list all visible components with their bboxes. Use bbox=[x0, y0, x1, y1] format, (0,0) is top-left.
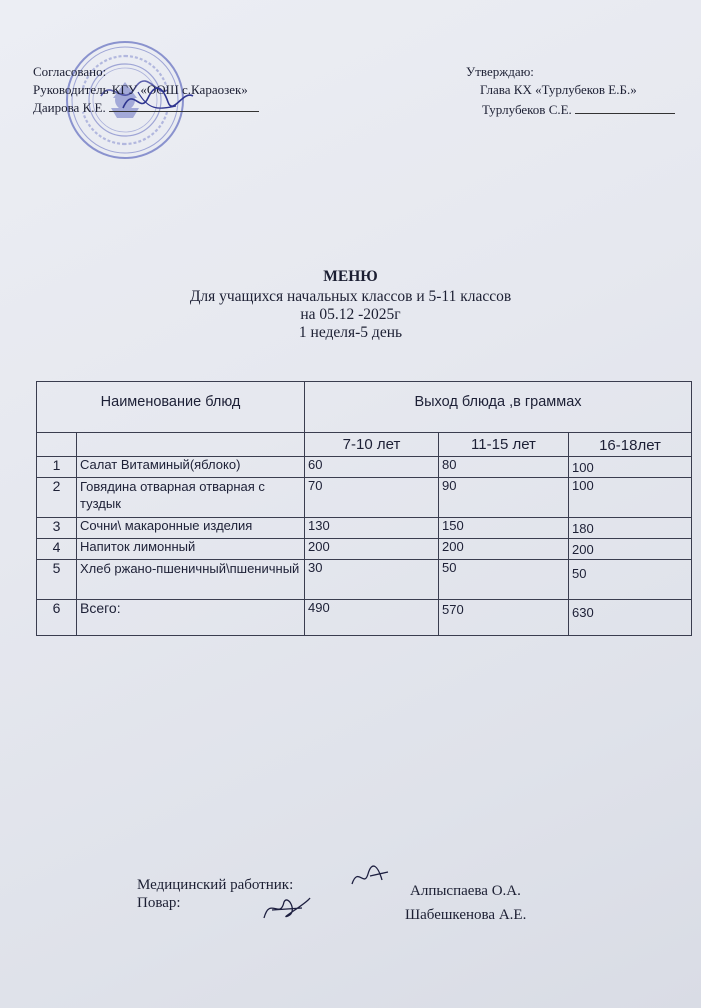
dish-name: Говядина отварная отварная с туздык bbox=[77, 478, 305, 518]
row-number: 2 bbox=[37, 478, 77, 518]
value-7-10: 130 bbox=[305, 518, 439, 539]
dish-name: Хлеб ржано-пшеничный\пшеничный bbox=[77, 560, 305, 600]
row-number: 5 bbox=[37, 560, 77, 600]
table-age-row bbox=[37, 433, 692, 457]
approval-right-signature-line bbox=[575, 113, 675, 114]
approval-right-line3 bbox=[482, 102, 675, 118]
dish-name: Всего: bbox=[77, 600, 305, 636]
value-11-15: 150 bbox=[439, 518, 569, 539]
value-7-10: 70 bbox=[305, 478, 439, 518]
dish-name: Салат Витаминый(яблоко) bbox=[77, 457, 305, 478]
menu-title: МЕНЮ bbox=[323, 268, 378, 285]
approval-right-name: Турлубеков С.Е. bbox=[482, 102, 572, 117]
menu-table bbox=[36, 381, 692, 636]
value-16-18: 630 bbox=[569, 600, 692, 636]
value-11-15: 570 bbox=[439, 600, 569, 636]
value-16-18: 200 bbox=[569, 539, 692, 560]
row-number: 4 bbox=[37, 539, 77, 560]
value-7-10: 30 bbox=[305, 560, 439, 600]
row-number: 6 bbox=[37, 600, 77, 636]
row-number: 3 bbox=[37, 518, 77, 539]
table-row bbox=[37, 539, 692, 560]
value-7-10: 60 bbox=[305, 457, 439, 478]
cook-label: Повар: bbox=[137, 895, 181, 911]
value-16-18: 100 bbox=[569, 478, 692, 518]
menu-week-day: 1 неделя-5 день bbox=[298, 324, 403, 341]
menu-subtitle: Для учащихся начальных классов и 5-11 классов bbox=[189, 288, 512, 305]
value-11-15: 90 bbox=[439, 478, 569, 518]
value-7-10: 200 bbox=[305, 539, 439, 560]
value-16-18: 180 bbox=[569, 518, 692, 539]
table-row bbox=[37, 457, 692, 478]
value-11-15: 50 bbox=[439, 560, 569, 600]
approval-left-name: Даирова К.Е. bbox=[33, 100, 106, 115]
age-col-3: 16-18лет bbox=[569, 433, 692, 457]
approval-left-line2: Руководитель КГУ «ООШ с.Караозек» bbox=[33, 82, 248, 97]
approval-left-line1: Согласовано: bbox=[33, 64, 107, 79]
value-16-18: 50 bbox=[569, 560, 692, 600]
value-11-15: 200 bbox=[439, 539, 569, 560]
table-header-row bbox=[37, 382, 692, 433]
value-11-15: 80 bbox=[439, 457, 569, 478]
table-row bbox=[37, 478, 692, 518]
header-dish-name: Наименование блюд bbox=[37, 382, 305, 433]
age-row-empty-2 bbox=[77, 433, 305, 457]
table-row bbox=[37, 560, 692, 600]
row-number: 1 bbox=[37, 457, 77, 478]
age-row-empty-1 bbox=[37, 433, 77, 457]
dish-name: Напиток лимонный bbox=[77, 539, 305, 560]
value-7-10: 490 bbox=[305, 600, 439, 636]
signature-cook bbox=[258, 890, 314, 926]
dish-name: Сочни\ макаронные изделия bbox=[77, 518, 305, 539]
signature-left bbox=[118, 80, 198, 120]
medic-name: Алпыспаева О.А. bbox=[410, 883, 521, 899]
cook-name: Шабешкенова А.Е. bbox=[405, 907, 527, 923]
medic-label: Медицинский работник: bbox=[137, 877, 294, 893]
approval-right-line1: Утверждаю: bbox=[466, 64, 534, 79]
age-col-2: 11-15 лет bbox=[439, 433, 569, 457]
table-row bbox=[37, 518, 692, 539]
table-row bbox=[37, 600, 692, 636]
signature-medic bbox=[348, 862, 392, 892]
age-col-1: 7-10 лет bbox=[305, 433, 439, 457]
header-output-grams: Выход блюда ,в граммах bbox=[305, 382, 692, 433]
approval-right-line2: Глава КХ «Турлубеков Е.Б.» bbox=[480, 82, 637, 97]
value-16-18: 100 bbox=[569, 457, 692, 478]
menu-date: на 05.12 -2025г bbox=[300, 306, 401, 323]
